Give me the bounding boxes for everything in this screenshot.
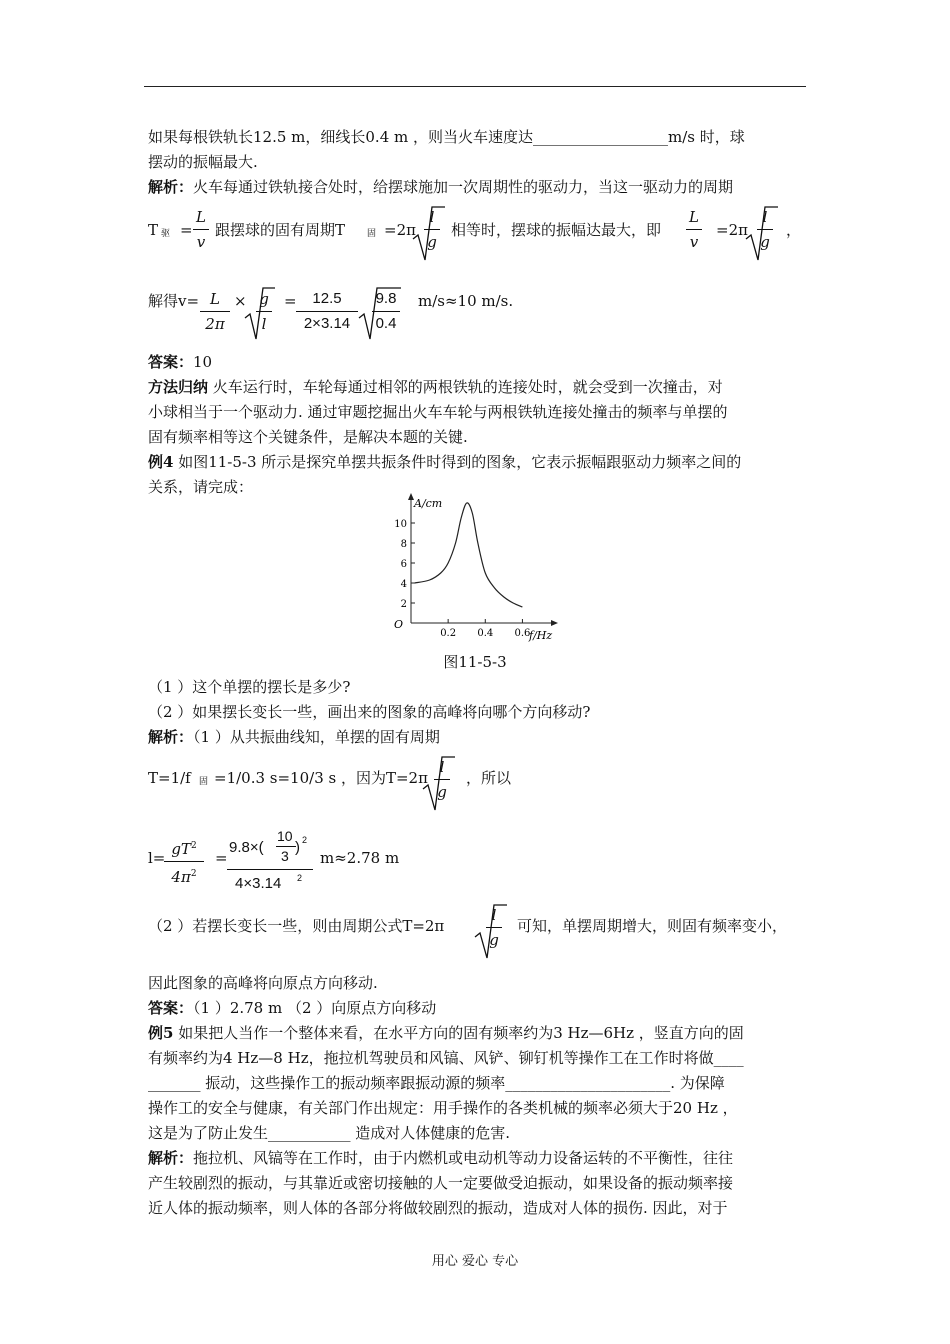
method-line-3: 固有频率相等这个关键条件，是解决本题的关键. [148, 428, 468, 446]
frac-den: 2π [205, 315, 225, 333]
eq1-mid2: 相等时，摆球的振幅达最大，即 [451, 221, 662, 239]
eq2-tail: m/s≈10 m/s. [418, 292, 514, 310]
y-tick-label: 8 [400, 539, 407, 550]
frac-den: g [489, 931, 499, 949]
frac-L-v-2 [686, 207, 702, 252]
frac-num: l [439, 758, 445, 776]
eq1-comma: ， [786, 221, 802, 239]
example5-text: 如果把人当作一个整体来看，在水平方向的固有频率约为3 Hz—6Hz ，竖直方向的固 [173, 1024, 744, 1042]
example4-label: 例4 [148, 453, 174, 471]
example5-line-3: _______ 振动，这些操作工的振动频率跟振动源的频率______________________. 为保障 [148, 1074, 725, 1092]
num-paren: ) [295, 839, 300, 856]
method-text: 火车运行时，车轮每通过相邻的两根铁轨的连接处时，就会受到一次撞击，对 [208, 378, 723, 396]
analysis5-line-3: 近人体的振动频率，则人体的各部分将做较剧烈的振动，造成对人体的损伤. 因此，对于 [148, 1199, 728, 1217]
x-tick-label: 0.4 [477, 628, 494, 639]
answer-1 [148, 352, 212, 372]
exp-2: 2 [302, 835, 308, 845]
question-2: （2 ）如果摆长变长一些，画出来的图象的高峰将向哪个方向移动? [148, 703, 591, 721]
solution-line-2: 因此图象的高峰将向原点方向移动. [148, 974, 378, 992]
exp-2: 2 [297, 873, 303, 883]
analysis-label: 解析： [148, 178, 194, 196]
frac-num: 12.5 [312, 290, 342, 307]
answer-label: 答案： [148, 353, 194, 371]
answer-2 [148, 998, 436, 1018]
eq1-eq: = [180, 221, 193, 239]
example4-text: 如图11-5-3 所示是探究单摆共振条件时得到的图象，它表示振幅跟驱动力频率之间的 [173, 453, 742, 471]
problem-line-1: 如果每根铁轨长12.5 m，细线长0.4 m ，则当火车速度达__________________m/s 时，球 [148, 128, 745, 146]
analysis-text: 火车每通过铁轨接合处时，给摆球施加一次周期性的驱动力，当这一驱动力的周期 [193, 178, 734, 196]
example5-label: 例5 [148, 1024, 174, 1042]
eq1-2pi-2: =2π [716, 221, 748, 239]
frac-root [372, 289, 400, 334]
frac-num: L [689, 208, 699, 226]
frac-num: l [762, 208, 768, 226]
resonance-curve [415, 503, 523, 607]
x-tick-label: 0.6 [514, 628, 531, 639]
frac-l-g-5 [486, 905, 502, 950]
frac-num: l [491, 906, 497, 924]
analysis-line-1 [148, 177, 733, 197]
x-tick-label: 0.2 [440, 628, 457, 639]
exp-2: 2 [190, 841, 197, 851]
frac-gT2 [164, 836, 204, 887]
y-tick-label: 6 [400, 559, 407, 570]
eq5-tail: 可知，单摆周期增大，则固有频率变小， [517, 917, 788, 935]
eq1-2pi: =2π [384, 221, 416, 239]
eq1-mid: 跟摆球的固有周期T [215, 221, 346, 239]
eq4-tail: m≈2.78 m [320, 849, 400, 867]
example4-line-2: 关系，请完成： [148, 478, 254, 496]
frac-L-v [193, 207, 209, 252]
exp-2: 2 [190, 869, 197, 879]
example5-line-1 [148, 1023, 744, 1043]
solution-label: 解析： [148, 728, 194, 746]
eq1-sub-qu: 驱 [161, 229, 171, 239]
eq3-mid: =1/0.3 s=10/3 s ，因为T=2π [214, 769, 428, 787]
method-line-2: 小球相当于一个驱动力. 通过审题挖掘出火车车轮与两根铁轨连接处撞击的频率与单摆的 [148, 403, 728, 421]
gT-text: gT [171, 840, 191, 858]
eq3-lead: T=1/f [148, 769, 191, 787]
x-axis-arrow [551, 620, 558, 626]
frac-den: g [427, 233, 437, 251]
frac-den: g [760, 233, 770, 251]
example5-line-4: 操作工的安全与健康，有关部门作出规定：用手操作的各类机械的频率必须大于20 Hz ， [148, 1099, 738, 1117]
frac-den: 0.4 [375, 315, 397, 332]
analysis5-line-1 [148, 1148, 733, 1168]
frac-num: 9.8 [375, 290, 397, 307]
x-axis-label: f/Hz [529, 629, 553, 642]
analysis5-line-2: 产生较剧烈的振动，与其靠近或密切接触的人一定要做受迫振动，如果设备的振动频率接 [148, 1174, 734, 1192]
example5-line-5: 这是为了防止发生___________ 造成对人体健康的危害. [148, 1124, 511, 1142]
answer-value: （1 ）2.78 m （2 ）向原点方向移动 [193, 999, 437, 1017]
eq1-sub-gu: 固 [367, 229, 377, 239]
y-axis-label: A/cm [414, 497, 443, 510]
frac-num [164, 836, 204, 859]
num-3: 3 [281, 848, 289, 864]
frac-numeric-length [227, 826, 313, 896]
origin-label: O [393, 618, 403, 631]
y-tick-label: 4 [400, 579, 407, 590]
frac-l-g [424, 207, 440, 252]
eq3-sub-gu: 固 [199, 777, 209, 787]
frac-num: l [429, 208, 435, 226]
frac-numeric [296, 289, 358, 334]
example5-line-2: 有频率约为4 Hz—8 Hz，拖拉机驾驶员和风镐、风铲、铆钉机等操作工在工作时将做____ [148, 1049, 744, 1067]
frac-den: 2×3.14 [303, 315, 351, 332]
y-tick-label: 2 [400, 599, 407, 610]
eq2-lead: 解得v= [148, 292, 200, 310]
example4-line-1 [148, 452, 741, 472]
figure-caption: 图11-5-3 [443, 653, 507, 671]
resonance-chart [380, 492, 560, 642]
eq5-lead: （2 ）若摆长变长一些，则由周期公式T=2π [148, 917, 445, 935]
problem-line-2: 摆动的振幅最大. [148, 153, 258, 171]
frac-den [164, 864, 204, 887]
method-label: 方法归纳 [148, 378, 209, 396]
solution-text: （1 ）从共振曲线知，单摆的固有周期 [193, 728, 440, 746]
header-rule [144, 86, 806, 87]
eq4-lead: l= [148, 849, 166, 867]
eq4-eq: = [215, 849, 228, 867]
den-text: 4×3.14 [235, 875, 282, 892]
frac-l-g-3 [434, 757, 450, 802]
answer-value: 10 [193, 353, 213, 371]
fourpi-text: 4π [171, 868, 191, 886]
eq2-eq: = [284, 292, 297, 310]
analysis5-text: 拖拉机、风镐等在工作时，由于内燃机或电动机等动力设备运转的不平衡性，往往 [193, 1149, 734, 1167]
eq2-times: × [234, 292, 247, 310]
question-1: （1 ）这个单摆的摆长是多少? [148, 678, 351, 696]
num-part-1: 9.8×( [229, 839, 264, 856]
solution-line-1 [148, 727, 440, 747]
eq1-T: T [148, 221, 159, 239]
analysis-label: 解析： [148, 1149, 194, 1167]
answer-label: 答案： [148, 999, 194, 1017]
frac-num: g [259, 290, 269, 308]
method-line-1 [148, 377, 723, 397]
y-tick-label: 10 [394, 519, 407, 530]
frac-den: v [196, 233, 206, 251]
page-footer: 用心 爱心 专心 [431, 1254, 519, 1269]
frac-den: g [437, 783, 447, 801]
frac-g-l [256, 289, 272, 334]
frac-num: L [196, 208, 206, 226]
eq3-tail: ，所以 [466, 769, 512, 787]
frac-l-g-2 [757, 207, 773, 252]
frac-L-2pi [200, 289, 230, 334]
frac-den: l [261, 315, 267, 333]
frac-den: v [689, 233, 699, 251]
frac-num: L [210, 290, 220, 308]
num-10: 10 [277, 828, 293, 844]
